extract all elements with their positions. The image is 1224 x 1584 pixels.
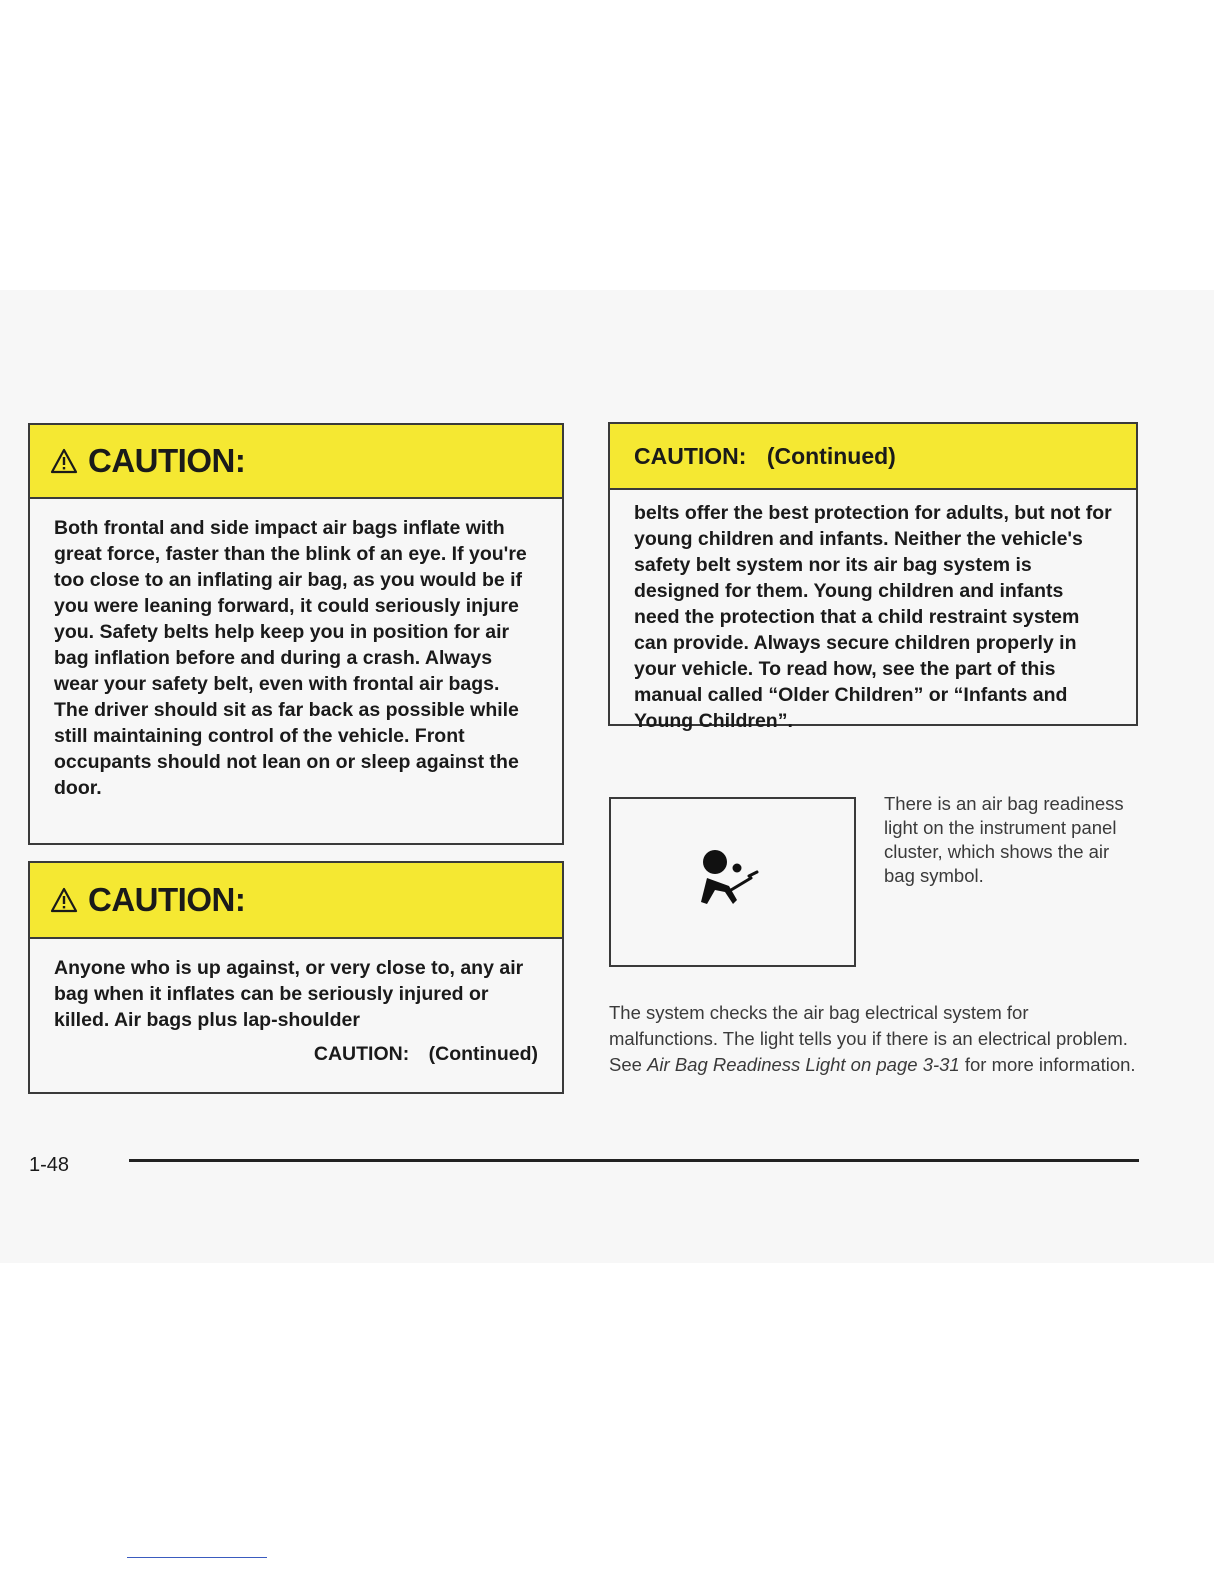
system-text-before: The system checks the air bag electrical system for malfunctions. The light tells you if there is an electrical problem. See <box>609 1002 1128 1075</box>
caution-box-continued <box>608 422 1138 732</box>
airbag-symbol-icon <box>693 842 773 922</box>
warning-triangle-icon <box>50 448 78 474</box>
system-check-paragraph <box>609 1000 1139 1078</box>
caution-box-frontal-side <box>28 423 564 845</box>
caution-body-text: belts offer the best protection for adults, but not for young children and infants. Neither the vehicle's safety belt system nor its air bag system is designed for them. Young children and infants need the protection that a child restraint system can provide. Always secure children properly in your vehicle. To read how, see the part of this manual called “Older Children” or “Infants and Young Children”. <box>634 502 1112 732</box>
caution-header <box>30 425 562 499</box>
bottom-divider <box>127 1557 267 1558</box>
page-number: 1-48 <box>29 1154 70 1176</box>
readiness-light-link[interactable]: Air Bag Readiness Light on page 3-31 <box>647 1054 960 1075</box>
caution-title: CAUTION: (Continued) <box>634 442 896 469</box>
caution-body-text: Anyone who is up against, or very close to, any air bag when it inflates can be seriously injured or killed. Air bags plus lap-shoulder <box>54 957 524 1031</box>
caution-continued-label: CAUTION: (Continued) <box>313 1043 538 1065</box>
caution-title: CAUTION: <box>88 881 246 918</box>
caution-header <box>30 863 562 939</box>
airbag-symbol-frame <box>609 797 856 967</box>
footer-rule <box>129 1159 1139 1162</box>
caution-title: CAUTION: <box>88 442 246 479</box>
warning-triangle-icon <box>50 887 78 913</box>
caution-header <box>610 424 1136 490</box>
system-text-after: for more information. <box>959 1054 1136 1075</box>
airbag-light-caption: There is an air bag readiness light on the instrument panel cluster, which shows the air bag symbol. <box>884 793 1124 886</box>
caution-box-proximity <box>28 861 564 1094</box>
caution-body-text: Both frontal and side impact air bags inflate with great force, faster than the blink of an eye. If you're too close to an inflating air bag, as you would be if you were leaning forward, it could seriously injure you. Safety belts help keep you in position for air bag inflation before and during a crash. Always wear your safety belt, even with frontal air bags. The driver should sit as far back as possible while still maintaining control of the vehicle. Front occupants should not lean on or sleep against the door. <box>54 517 527 799</box>
